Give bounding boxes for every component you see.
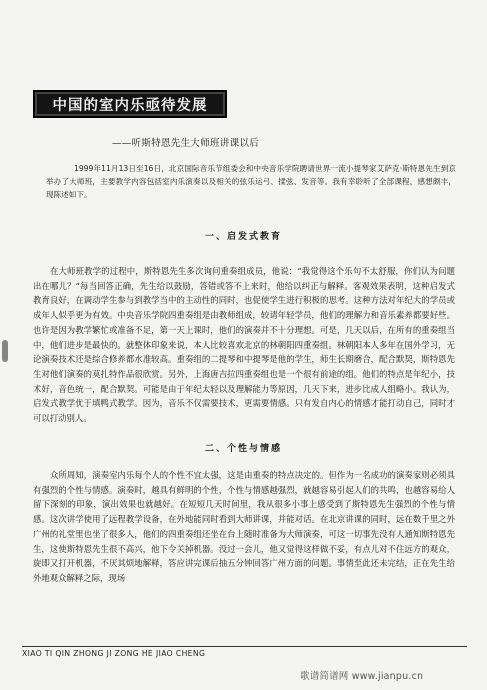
intro-paragraph-block (46, 163, 456, 201)
section-heading-1: 一、启发式教育 (204, 232, 282, 242)
article-subtitle: ——听斯特恩先生大师班讲课以后 (112, 138, 260, 149)
section-heading-2: 二、个性与情感 (204, 444, 282, 454)
site-watermark: 歌谱简谱网 www.jianpu.cn (300, 671, 424, 682)
intro-paragraph: 1999年11月13日至16日，北京国际音乐节组委会和中央音乐学院聘请世界一流小提琴家艾萨克·斯特恩先生到京举办了大师班，主要教学内容包括室内乐演奏以及相关的弦乐运弓、揉弦、发音等。我有幸聆听了全部课程，感想颇丰，现陈述如下。 (46, 164, 456, 199)
footer-rule (22, 646, 467, 647)
article-title-banner (33, 90, 227, 118)
article-title: 中国的室内乐亟待发展 (52, 98, 208, 114)
margin-bleed-text (3, 522, 9, 622)
section-2-paragraph: 众所周知，演奏室内乐每个人的个性不宜太强，这是由重奏的特点决定的。但作为一名成功的演奏家则必须具有强烈的个性与情感。演奏时，越具有鲜明的个性，个性与情感越强烈，就越容易引起人们的共鸣，也越容易给人留下深刻的印象，演出效果也就越好。在短短几天时间里，我从很多小事上感受到了斯特恩先生强烈的个性与情感。这次讲学使用了远程教学设备，在外地能同时看到大师讲课，并能对话。在北京讲课的同时，远在数千里之外广州的礼堂里也坐了很多人，他们的四重奏组还坐在台上随时准备为大师演奏，可这一切事先没有人通知斯特恩先生，这使斯特恩先生很不高兴，他下令关掉机器。没过一会儿，他又觉得这样做不妥，有点儿对不住远方的观众，旋即又打开机器，不厌其烦地解释，答应讲完课后抽五分钟回答广州方面的问题。事情至此还未完结，正在先生给外地观众解释之际，现场 (33, 470, 455, 583)
section-body-2 (33, 468, 455, 586)
scan-mark (2, 340, 8, 362)
running-footer: XIAO TI QIN ZHONG JI ZONG HE JIAO CHENG (22, 649, 206, 658)
section-body-1 (33, 264, 455, 426)
section-1-paragraph: 在大师班教学的过程中，斯特恩先生多次询问重奏组成员，他说：“我觉得这个乐句不太舒服，你们认为问题出在哪儿？”每当回答正确，先生给以鼓励，答错或答不上来时，他给以纠正与解释。客观效果表明，这种启发式教育良好，在调动学生参与到教学当中的主动性的同时，也促使学生进行积极的思考。这种方法对年纪大的学员或成年人似乎更为有效。中央音乐学院四重奏组是由教师组成，较请年轻学员，他们的理解力和音乐素养都要好些。也许是因为教学繁忙或准备不足，第一天上课时，他们的演奏并不十分理想。可是，几天以后，在所有的重奏组当中，他们进步是最快的。就整体印象来说，本人比较喜欢北京的林朝阳四重奏组。林朝阳本人多年在国外学习，无论演奏技术还是综合修养都水准较高。重奏组的二提琴和中提琴是他的学生，师生长期磨合，配合默契，斯特恩先生对他们演奏的莫扎特作品很欣赏。另外，上海唐吉拉四重奏组也是一个很有前途的组。他们的特点是年纪小，技术好，音色统一，配合默契。可能是由于年纪太轻以及理解能力等原因，几天下来，进步比成人组略小。我认为，启发式教学优于填鸭式教学。因为，音乐不仅需要技术，更需要情感。只有发自内心的情感才能打动自己，同时才可以打动别人。 (33, 266, 455, 424)
